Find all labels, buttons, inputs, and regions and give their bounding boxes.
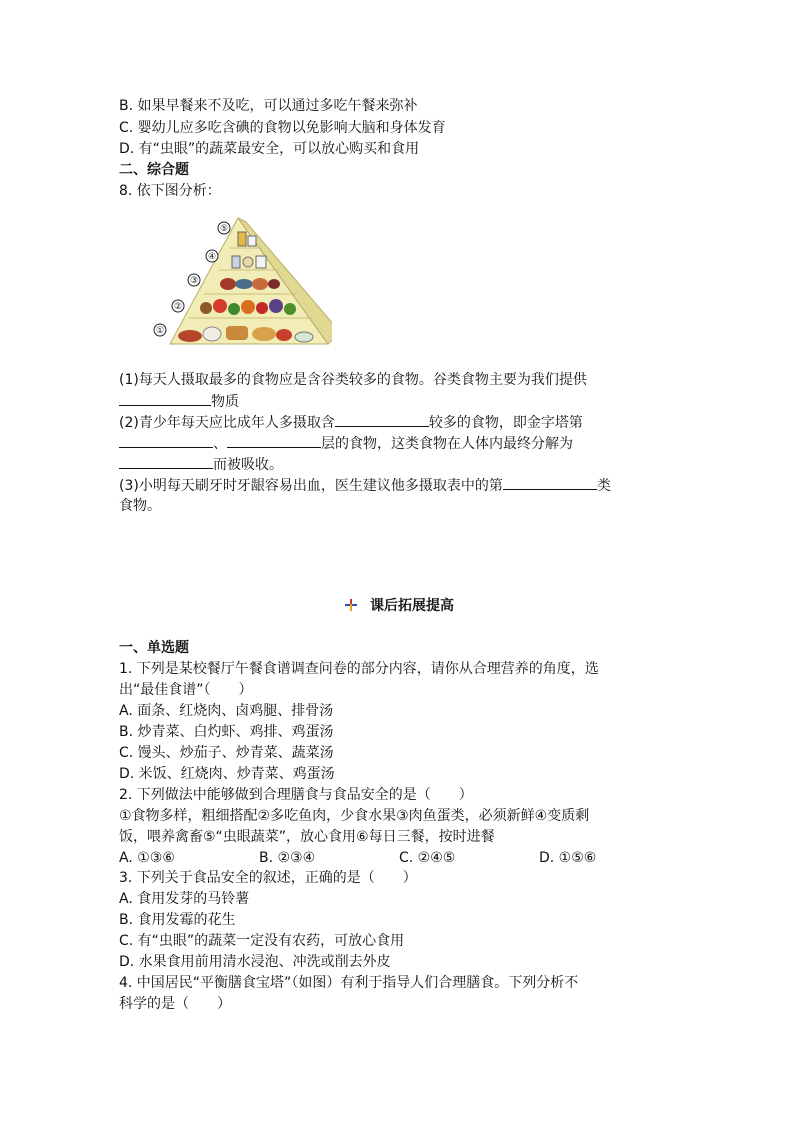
q3-option-b: B. 食用发霉的花生: [119, 912, 236, 928]
pyramid-label-1: ①: [155, 326, 165, 336]
q8-part3-line1: (3)小明每天刷牙时牙龈容易出血，医生建议他多摄取表中的第 类: [119, 475, 611, 496]
question-2-statements-1: ①食物多样，粗细搭配②多吃鱼肉，少食水果③肉鱼蛋类，必须新鲜④变质剩: [119, 808, 590, 824]
answer-blank[interactable]: [503, 475, 597, 490]
q1-option-b: B. 炒青菜、白灼虾、鸡排、鸡蛋汤: [119, 724, 334, 740]
q3-option-d: D. 水果食用前用清水浸泡、冲洗或削去外皮: [119, 954, 391, 970]
q3-option-c: C. 有“虫眼”的蔬菜一定没有农药，可放心食用: [119, 933, 405, 949]
section-heading-single-choice: 一、单选题: [119, 640, 189, 656]
q8-part3-line2: 食物。: [119, 498, 161, 514]
answer-blank[interactable]: [119, 391, 211, 406]
q3-option-a: A. 食用发芽的马铃薯: [119, 891, 250, 907]
question-2: 2. 下列做法中能够做到合理膳食与食品安全的是（ ）: [119, 787, 473, 803]
answer-blank[interactable]: [227, 433, 321, 448]
q2-options: [119, 848, 596, 868]
q8-part1-line1: (1)每天人摄取最多的食物应是含谷类较多的食物。谷类食物主要为我们提供: [119, 372, 587, 388]
cross-icon: [344, 598, 358, 612]
option-d: D. 有“虫眼”的蔬菜最安全，可以放心购买和食用: [119, 141, 420, 157]
q2-option-c: C. ②④⑤: [399, 850, 456, 866]
q1-option-c: C. 馒头、炒茄子、炒青菜、蔬菜汤: [119, 745, 334, 761]
pyramid-label-2: ②: [173, 302, 183, 312]
section-heading-comprehensive: 二、综合题: [119, 162, 189, 178]
q8-part1-line2: 物质: [119, 391, 239, 412]
pyramid-label-3: ③: [189, 276, 199, 286]
q1-option-d: D. 米饭、红烧肉、炒青菜、鸡蛋汤: [119, 766, 335, 782]
question-1-line2: 出“最佳食谱”（ ）: [119, 682, 253, 698]
food-pyramid-figure: [142, 214, 332, 350]
q2-option-a: A. ①③⑥: [119, 850, 175, 866]
question-3: 3. 下列关于食品安全的叙述，正确的是（ ）: [119, 870, 417, 886]
question-2-statements-2: 饭，喂养禽畜⑤“虫眼蔬菜”，放心食用⑥每日三餐，按时进餐: [119, 829, 495, 845]
question-4-line2: 科学的是（ ）: [119, 996, 231, 1012]
section-title-extension: [119, 596, 679, 616]
option-b: B. 如果早餐来不及吃，可以通过多吃午餐来弥补: [119, 98, 418, 114]
answer-blank[interactable]: [335, 412, 429, 427]
pyramid-label-5: ⑤: [219, 224, 229, 234]
q8-part2-line1: (2)青少年每天应比成年人多摄取含 较多的食物，即金字塔第: [119, 412, 583, 433]
level-4-dairy-beans: [232, 256, 266, 268]
pyramid-label-4: ④: [207, 252, 217, 262]
answer-blank[interactable]: [119, 433, 213, 448]
question-1-line1: 1. 下列是某校餐厅午餐食谱调查问卷的部分内容，请你从合理营养的角度，选: [119, 661, 599, 677]
answer-blank[interactable]: [119, 454, 213, 469]
section-title-text: 课后拓展提高: [370, 598, 454, 614]
question-4-line1: 4. 中国居民“平衡膳食宝塔”（如图）有利于指导人们合理膳食。下列分析不: [119, 975, 579, 991]
q8-part2-line3: 而被吸收。: [119, 454, 283, 475]
q2-option-b: B. ②③④: [259, 850, 316, 866]
option-c: C. 婴幼儿应多吃含碘的食物以免影响大脑和身体发育: [119, 120, 446, 136]
question-8: 8. 依下图分析：: [119, 183, 221, 199]
q1-option-a: A. 面条、红烧肉、卤鸡腿、排骨汤: [119, 703, 334, 719]
q8-part2-line2: 、 层的食物，这类食物在人体内最终分解为: [119, 433, 573, 454]
q2-option-d: D. ①⑤⑥: [539, 850, 597, 866]
